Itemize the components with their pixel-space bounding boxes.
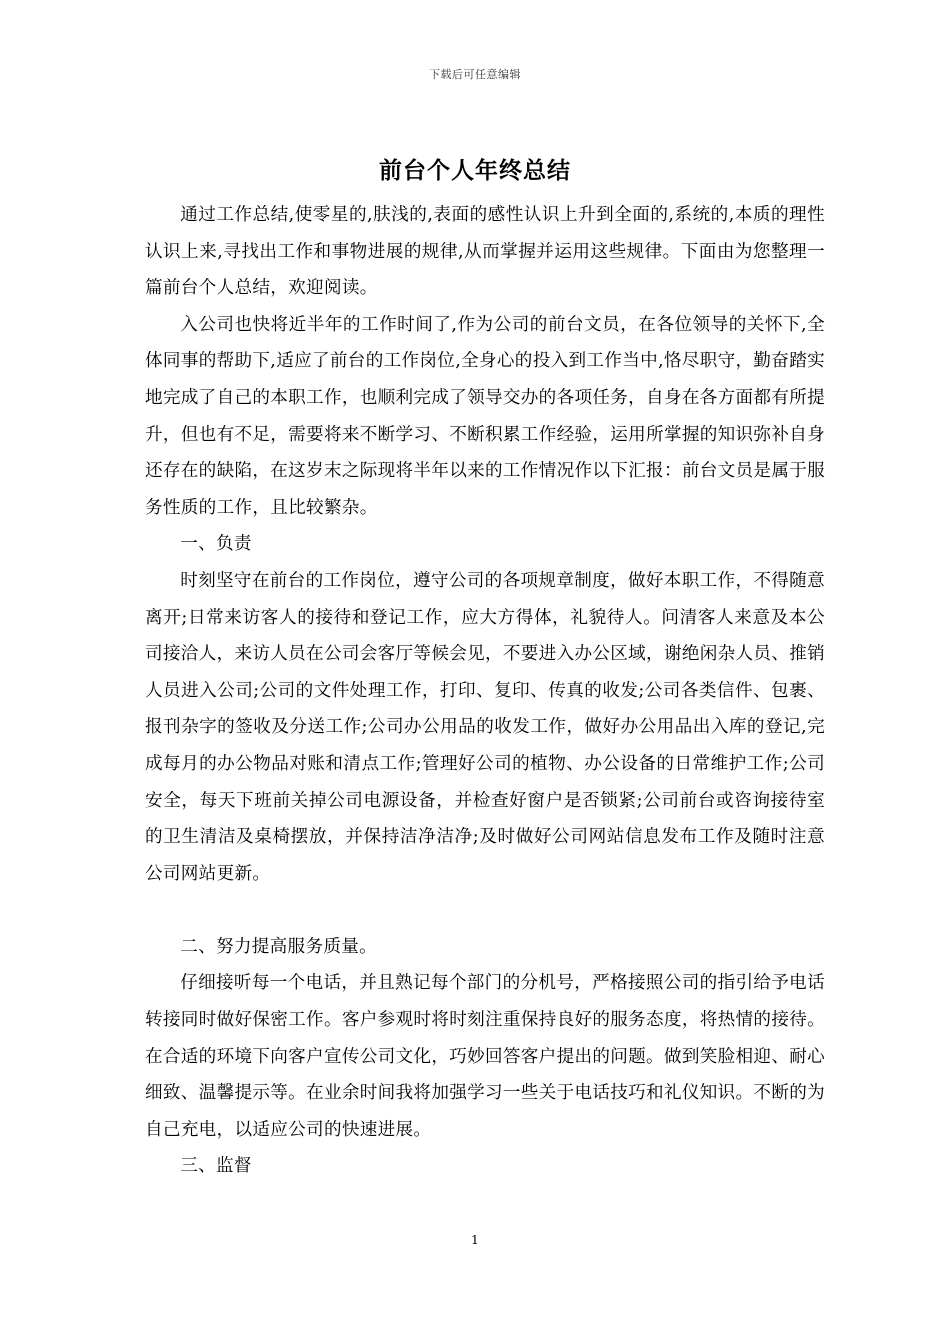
section-heading-3: 三、监督 — [180, 1156, 252, 1177]
intro-paragraph: 通过工作总结,使零星的,肤浅的,表面的感性认识上升到全面的,系统的,本质的理性认识上来,寻找出工作和事物进展的规律,从而掌握并运用这些规律。下面由为您整理一篇前台个人总结，欢迎阅读。 — [145, 205, 825, 299]
document-title: 前台个人年终总结 — [379, 158, 571, 184]
overview-paragraph: 入公司也快将近半年的工作时间了,作为公司的前台文员，在各位领导的关怀下,全体同事的帮助下,适应了前台的工作岗位,全身心的投入到工作当中,恪尽职守，勤奋踏实地完成了自己的本职工作，也顺利完成了领导交办的各项任务，自身在各方面都有所提升，但也有不足，需要将来不断学习、不断积累工作经验，运用所掌握的知识弥补自身还存在的缺陷，在这岁末之际现将半年以来的工作情况作以下汇报：前台文员是属于服务性质的工作，且比较繁杂。 — [145, 314, 825, 518]
section-heading-2: 二、努力提高服务质量。 — [180, 936, 378, 957]
document-body — [145, 197, 825, 1185]
section-1-paragraph: 时刻坚守在前台的工作岗位，遵守公司的各项规章制度，做好本职工作，不得随意离开;日常来访客人的接待和登记工作，应大方得体，礼貌待人。问清客人来意及本公司接洽人，来访人员在公司会客厅等候会见，不要进入办公区域，谢绝闲杂人员、推销人员进入公司;公司的文件处理工作，打印、复印、传真的收发;公司各类信件、包裹、报刊杂字的签收及分送工作;公司办公用品的收发工作，做好办公用品出入库的登记,完成每月的办公物品对账和清点工作;管理好公司的植物、办公设备的日常维护工作;公司安全，每天下班前关掉公司电源设备，并检查好窗户是否锁紧;公司前台或咨询接待室的卫生清洁及桌椅摆放，并保持洁净洁净;及时做好公司网站信息发布工作及随时注意公司网站更新。 — [145, 570, 825, 884]
section-2-paragraph: 仔细接听每一个电话，并且熟记每个部门的分机号，严格接照公司的指引给予电话转接同时做好保密工作。客户参观时将时刻注重保持良好的服务态度，将热情的接待。在合适的环境下向客户宣传公司文化，巧妙回答客户提出的问题。做到笑脸相迎、耐心细致、温馨提示等。在业余时间我将加强学习一些关于电话技巧和礼仪知识。不断的为自己充电，以适应公司的快速进展。 — [145, 973, 825, 1140]
section-heading-1: 一、负责 — [180, 534, 252, 555]
header-note: 下载后可任意编辑 — [429, 68, 521, 81]
page-number: 1 — [471, 1233, 479, 1247]
